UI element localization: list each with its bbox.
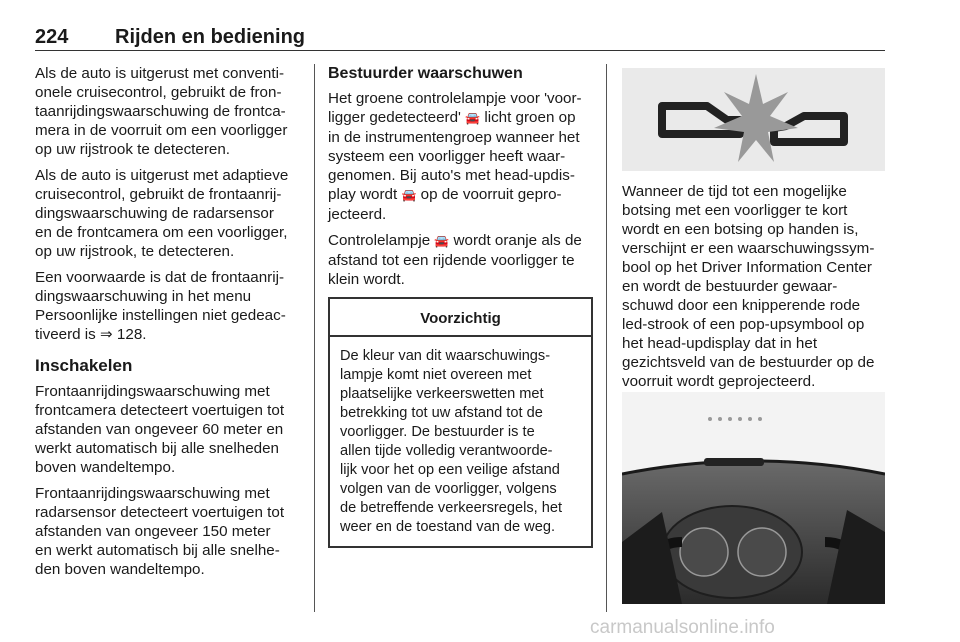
text-line: Persoonlijke instellingen niet gedeac-	[35, 307, 286, 324]
text-line: Als de auto is uitgerust met adaptieve	[35, 167, 289, 184]
text-line: lijk voor het op een veilige afstand	[340, 462, 560, 478]
text-line: op uw rijstrook, te detecteren.	[35, 243, 235, 260]
text-line	[328, 185, 593, 205]
text-fragment: wordt oranje als de	[449, 232, 582, 249]
left-column	[35, 64, 300, 586]
text-line: mera in de voorruit om een voorligger	[35, 122, 288, 139]
text-fragment: op de voorruit gepro-	[416, 186, 562, 203]
tachometer	[738, 528, 786, 576]
caution-title: Voorzichtig	[330, 299, 591, 337]
paragraph-conventional-cruise	[35, 64, 300, 159]
text-line: in de instrumentengroep wanneer het	[328, 129, 580, 146]
text-line: allen tijde volledig verantwoorde-	[340, 443, 553, 459]
text-line: Als de auto is uitgerust met conventi-	[35, 65, 285, 82]
text-line: led-strook of een pop-upsymbool op	[622, 316, 865, 333]
text-line: het head-updisplay dat in het	[622, 335, 818, 352]
text-line: jecteerd.	[328, 206, 387, 223]
text-line: verschijnt er een waarschuwingssym-	[622, 240, 875, 257]
paragraph-frontcamera	[35, 382, 300, 477]
text-line: plaatselijke verkeerswetten met	[340, 386, 544, 402]
paragraph-green-lamp	[328, 89, 593, 224]
collision-warning-illustration	[622, 68, 885, 171]
paragraph-radarsensor	[35, 484, 300, 579]
text-line: dingswaarschuwing in het menu	[35, 288, 252, 305]
text-line: taanrijdingswaarschuwing de frontca-	[35, 103, 286, 120]
section-heading-bestuurder-waarschuwen: Bestuurder waarschuwen	[328, 65, 523, 82]
dashboard-drawing	[622, 392, 885, 604]
text-line: bool op het Driver Information Center	[622, 259, 872, 276]
text-fragment: licht groen op	[480, 109, 576, 126]
page-number: 224	[35, 26, 69, 48]
caution-body	[330, 337, 591, 546]
text-line: afstanden van ongeveer 150 meter	[35, 523, 271, 540]
collision-warning-icon	[622, 68, 885, 171]
text-line: de betreffende verkeersregels, het	[340, 500, 563, 516]
text-line	[328, 231, 593, 251]
text-line: cruisecontrol, gebruikt de frontaanrij-	[35, 186, 282, 203]
text-line: Een voorwaarde is dat de frontaanrij-	[35, 269, 285, 286]
text-line: betrekking tot uw afstand tot de	[340, 405, 543, 421]
text-line: schuwd door een knipperende rode	[622, 297, 861, 314]
middle-column	[328, 64, 593, 548]
watermark: carmanualsonline.info	[590, 617, 775, 638]
vehicle-ahead-icon: 🚘	[434, 234, 450, 248]
chapter-title: Rijden en bediening	[115, 26, 306, 48]
paragraph-adaptive-cruise	[35, 166, 300, 261]
text-line: De kleur van dit waarschuwings-	[340, 348, 551, 364]
text-line: Het groene controlelampje voor 'voor-	[328, 90, 582, 107]
text-line: lampje komt niet overeen met	[340, 367, 532, 383]
text-line	[328, 108, 593, 128]
text-line: dingswaarschuwing de radarsensor	[35, 205, 274, 222]
text-line: klein wordt.	[328, 271, 405, 288]
text-line: en wordt de bestuurder gewaar-	[622, 278, 838, 295]
text-line: volgen van de voorligger, volgens	[340, 481, 557, 497]
text-line: en werkt automatisch bij alle snelhe-	[35, 542, 280, 559]
text-line: boven wandeltempo.	[35, 459, 176, 476]
text-line: genomen. Bij auto's met head-updis-	[328, 167, 575, 184]
text-line: frontcamera detecteert voertuigen tot	[35, 402, 285, 419]
text-line: Wanneer de tijd tot een mogelijke	[622, 183, 847, 200]
text-fragment: Controlelampje	[328, 232, 435, 249]
text-line: voorruit wordt geprojecteerd.	[622, 373, 816, 390]
column-divider	[606, 64, 607, 612]
dashboard-head-up-display-photo	[622, 392, 885, 604]
text-fragment: ligger gedetecteerd'	[328, 109, 466, 126]
text-line: botsing met een voorligger te kort	[622, 202, 848, 219]
text-line: radarsensor detecteert voertuigen tot	[35, 504, 285, 521]
text-line: den boven wandeltempo.	[35, 561, 205, 578]
speedometer	[680, 528, 728, 576]
text-line: en de frontcamera om een voorligger,	[35, 224, 288, 241]
text-line: gezichtsveld van de bestuurder op de	[622, 354, 875, 371]
text-line: afstanden van ongeveer 60 meter en	[35, 421, 284, 438]
text-line: afstand tot een rijdende voorligger te	[328, 252, 575, 269]
vehicle-ahead-icon: 🚘	[465, 111, 481, 125]
text-line: wordt en een botsing op handen is,	[622, 221, 859, 238]
text-line: weer en de toestand van de weg.	[340, 519, 556, 535]
page-header	[35, 26, 885, 51]
text-line: werkt automatisch bij alle snelheden	[35, 440, 279, 457]
text-line: voorligger. De bestuurder is te	[340, 424, 535, 440]
text-line: systeem een voorligger heeft waar-	[328, 148, 566, 165]
caution-box	[328, 297, 593, 548]
paragraph-collision-imminent	[622, 182, 887, 391]
text-line: onele cruisecontrol, gebruikt de fron-	[35, 84, 282, 101]
section-heading-inschakelen: Inschakelen	[35, 356, 133, 375]
vehicle-ahead-icon: 🚘	[401, 188, 417, 202]
text-fragment: play wordt	[328, 186, 402, 203]
text-line: Frontaanrijdingswaarschuwing met	[35, 485, 270, 502]
page-reference-link[interactable]: tiveerd is ⇒ 128.	[35, 326, 147, 343]
column-divider	[314, 64, 315, 612]
hud-projector	[704, 458, 764, 466]
right-column	[622, 182, 887, 398]
text-line: Frontaanrijdingswaarschuwing met	[35, 383, 270, 400]
paragraph-orange-lamp	[328, 231, 593, 289]
text-line: op uw rijstrook te detecteren.	[35, 141, 231, 158]
paragraph-precondition	[35, 268, 300, 344]
